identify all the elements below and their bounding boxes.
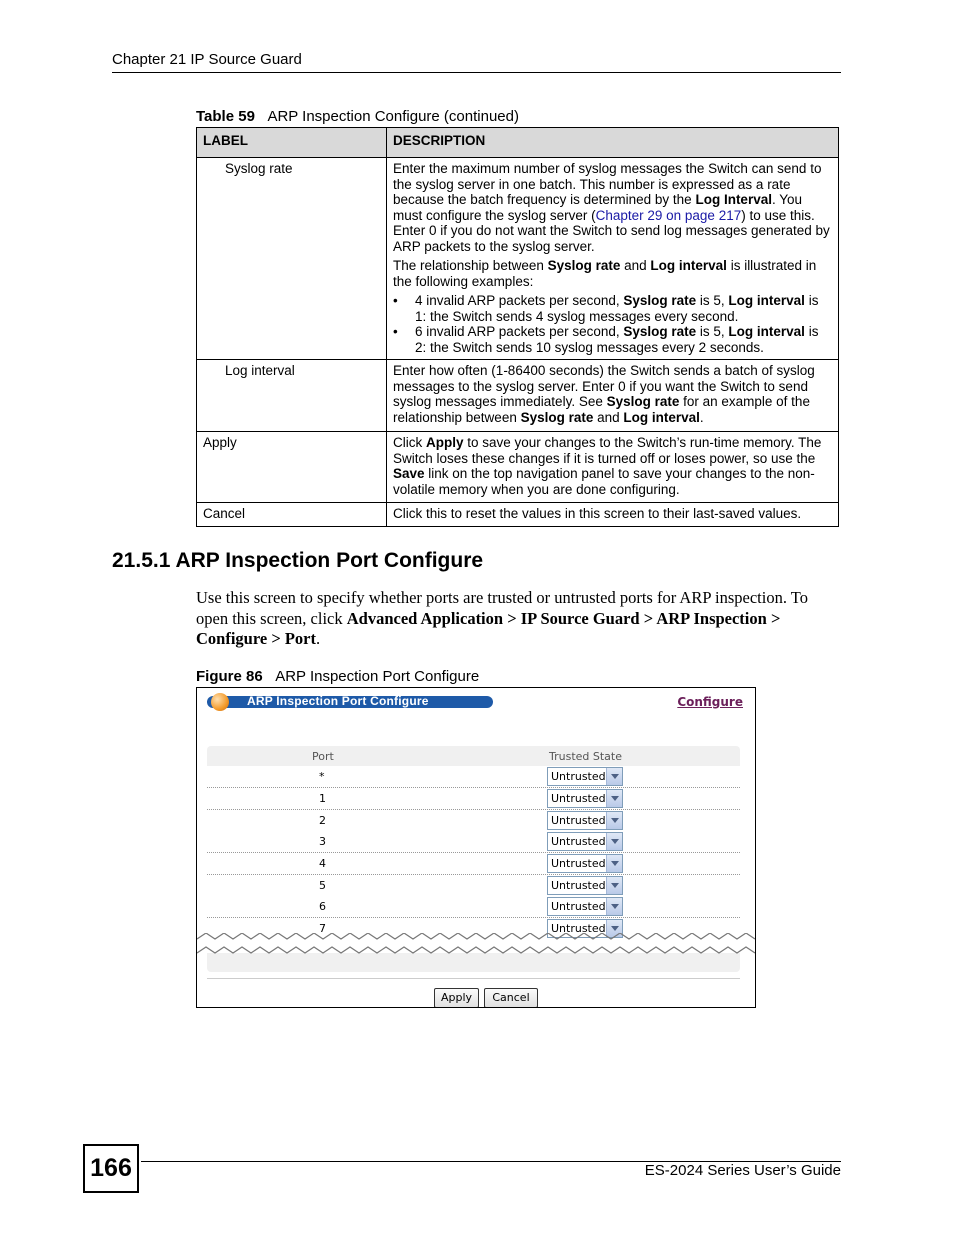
chevron-down-icon[interactable] [606,768,622,785]
selected-value: Untrusted [551,792,606,805]
row-desc-syslog-rate [387,158,839,360]
text: Use this screen to specify whether ports are trusted or untrusted ports for ARP inspection. To open this screen, click [196,588,808,628]
orb-icon [211,693,229,711]
text: link on the top navigation panel to save your changes to the non-volatile memory when you are done configuring. [393,466,815,497]
term-log-interval: Log interval [650,258,727,273]
term-log-interval: Log interval [623,409,700,425]
port-number: 2 [319,814,326,827]
trusted-state-select[interactable] [547,811,623,830]
chevron-down-icon[interactable] [606,898,622,915]
term-save: Save [393,466,425,481]
row-label-apply: Apply [197,432,387,503]
cancel-button[interactable]: Cancel [484,988,538,1008]
table-row [207,896,740,918]
term-syslog-rate: Syslog rate [623,293,697,308]
guide-title: ES-2024 Series User’s Guide [644,1162,841,1179]
port-number: 6 [319,900,326,913]
list-item [393,293,832,324]
text: 4 invalid ARP packets per second, [415,293,624,308]
selected-value: Untrusted [551,857,606,870]
menu-path: Advanced Application > IP Source Guard > ARP Inspection > Configure > Port [196,608,781,648]
configure-link[interactable]: Configure [677,695,743,709]
table-row [207,810,740,832]
chapter-link[interactable]: Chapter 29 on page 217 [595,207,742,223]
trusted-state-select[interactable] [547,897,623,916]
figure-caption-label: Figure 86 [196,668,263,685]
text: Click [393,435,426,450]
text: to save your changes to the Switch’s run-time memory. The Switch loses these changes if it is turned off or loses power, so use the [393,435,822,466]
text: and [620,258,651,273]
table-row [207,766,740,788]
table-row [207,853,740,875]
selected-value: Untrusted [551,814,606,827]
text: is 2: the Switch sends 10 syslog messages every 2 seconds. [415,324,819,355]
port-table-header [207,746,740,766]
header-rule [112,72,841,73]
text: and [593,409,624,425]
col-description-header: DESCRIPTION [387,128,839,158]
row-label-syslog-rate: Syslog rate [197,158,387,360]
table-header-row [197,128,839,158]
term-log-interval: Log interval [728,293,805,308]
trusted-state-select[interactable] [547,767,623,786]
chevron-down-icon[interactable] [606,790,622,807]
selected-value: Untrusted [551,900,606,913]
chevron-down-icon[interactable] [606,812,622,829]
term-syslog-rate: Syslog rate [520,409,594,425]
arp-configure-table [196,127,839,527]
text: . [316,629,321,648]
chevron-down-icon[interactable] [606,833,622,850]
row-desc-log-interval [387,360,839,432]
table-row [197,158,839,360]
port-number: 7 [319,922,326,935]
text: is 5, [696,293,729,308]
term-log-interval: Log Interval [695,192,772,207]
table-row [197,503,839,527]
examples-list [393,293,832,355]
text: ) to use this. Enter 0 if you do not want the Switch to send log messages generated by ARP packets to the syslog server. [393,207,830,254]
port-number: 1 [319,792,326,805]
term-log-interval: Log interval [728,324,805,339]
trusted-state-select[interactable] [547,832,623,851]
trusted-state-select[interactable] [547,789,623,808]
table-row [197,360,839,432]
table-row [207,788,740,810]
apply-button[interactable]: Apply [434,988,479,1008]
port-number: 5 [319,879,326,892]
col-port-header: Port [312,750,334,763]
col-label-header: LABEL [197,128,387,158]
screenshot-figure [196,687,756,1008]
figure-caption [196,668,479,685]
row-label-log-interval: Log interval [197,360,387,432]
text: is 1: the Switch sends 4 syslog messages every second. [415,293,819,324]
text: is 5, [696,324,729,339]
text: Enter the maximum number of syslog messages the Switch can send to the syslog server in one batch. This number is expressed as a rate because the batch frequency is determined by the [393,161,822,207]
term-syslog-rate: Syslog rate [623,324,697,339]
screen-title: ARP Inspection Port Configure [247,694,429,708]
selected-value: Untrusted [551,770,606,783]
table-caption-label: Table 59 [196,108,255,125]
chapter-header: Chapter 21 IP Source Guard [112,51,302,68]
torn-edge-divider [197,933,755,963]
selected-value: Untrusted [551,835,606,848]
col-trusted-state-header: Trusted State [549,750,623,763]
port-number: 3 [319,835,326,848]
trusted-state-select[interactable] [547,854,623,873]
table-caption-text: ARP Inspection Configure (continued) [267,108,519,125]
port-number: * [319,770,325,783]
intro-paragraph [196,588,841,650]
text: The relationship between [393,258,548,273]
text: . You must configure the syslog server ( [393,192,803,223]
term-apply: Apply [426,435,464,450]
trusted-state-select[interactable] [547,876,623,895]
table-row [207,831,740,853]
term-syslog-rate: Syslog rate [547,258,621,273]
table-row [197,432,839,503]
term-syslog-rate: Syslog rate [606,394,680,409]
table-caption [196,108,519,125]
selected-value: Untrusted [551,879,606,892]
text: Enter how often (1-86400 seconds) the Switch sends a batch of syslog messages to the syslog server. Enter 0 if you want the Switch to send syslog messages immediately. See [393,363,815,409]
table-row [207,875,740,897]
section-title: 21.5.1 ARP Inspection Port Configure [112,549,484,572]
text: for an example of the relationship between [393,394,810,425]
row-desc-apply [387,432,839,503]
selected-value: Untrusted [551,922,606,935]
row-desc-cancel: Click this to reset the values in this screen to their last-saved values. [387,503,839,527]
list-item [393,324,832,355]
text: . [699,409,704,425]
text: is illustrated in the following examples: [393,258,817,289]
row-label-cancel: Cancel [197,503,387,527]
chevron-down-icon[interactable] [606,877,622,894]
page-number: 166 [83,1144,139,1193]
text: 6 invalid ARP packets per second, [415,324,624,339]
port-number: 4 [319,857,326,870]
figure-caption-text: ARP Inspection Port Configure [275,668,480,685]
button-separator [207,978,740,979]
chevron-down-icon[interactable] [606,855,622,872]
